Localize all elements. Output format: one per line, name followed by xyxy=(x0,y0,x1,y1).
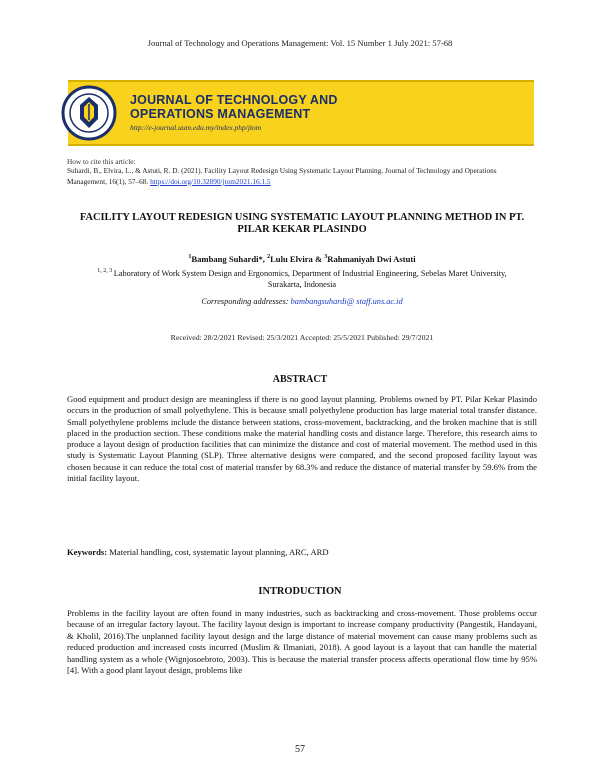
author1-sup: 1 xyxy=(188,254,192,261)
university-crest-icon xyxy=(58,84,120,142)
journal-running-header: Journal of Technology and Operations Management: Vol. 15 Number 1 July 2021: 57-68 xyxy=(147,38,453,48)
doi-link[interactable]: https://doi.org/10.32890/jtom2021.16.1.5 xyxy=(150,176,271,186)
author-1: Bambang Suhardi*, xyxy=(191,254,268,264)
page-number: 57 xyxy=(295,744,305,755)
affiliation xyxy=(90,266,514,290)
keywords-text: Material handling, cost, systematic layout planning, ARC, ARD xyxy=(107,547,329,557)
abstract-heading: ABSTRACT xyxy=(272,374,328,385)
keywords xyxy=(67,547,537,557)
citation-text xyxy=(67,166,537,187)
banner-title-line1: JOURNAL OF TECHNOLOGY AND xyxy=(130,93,338,108)
author2-sup: 2 xyxy=(267,254,271,261)
journal-url[interactable]: http://e-journal.uum.edu.my/index.php/jtom xyxy=(130,122,262,132)
keywords-label: Keywords: xyxy=(67,547,108,557)
citation-body: Suhardi, B., Elvira, L., & Astuti, R. D. (2021). Facility Layout Redesign Using Systematic Layout Planning. Journal of Technology and Operations Management, 16(1), 57–68. xyxy=(67,166,497,186)
publication-dates: Received: 28/2/2021 Revised: 25/3/2021 Accepted: 25/5/2021 Published: 29/7/2021 xyxy=(170,333,434,342)
corresponding-email-link[interactable]: bambangsuhardi@ staff.uns.ac.id xyxy=(290,297,403,306)
affiliation-text: Laboratory of Work System Design and Ergonomics, Department of Industrial Engineering, Sebelas Maret University, Surakarta, Indonesia xyxy=(113,268,507,289)
introduction-body: Problems in the facility layout are often found in many industries, such as backtracking and cross-movement. Those problems occur because of an irregular factory layout. The facility layout design is important to increase company productivity (Pangestik, Handayani, & Kholil, 2016).The unplanned facility layout design and the large distance of material movement can cause many problems such as reduced production and increased costs incurred (Muslim & Ilmaniati, 2018). A good layout is a layout that can handle the material handling system as a whole (Wignjosoebroto, 2003). This is because the material transfer process affects operational flow time by 95% [4]. With a good plant layout design, problems like xyxy=(67,608,537,676)
author-3: Rahmaniyah Dwi Astuti xyxy=(327,254,416,264)
citation-label: How to cite this article: xyxy=(67,157,136,166)
corresponding-address xyxy=(67,297,537,306)
journal-banner xyxy=(68,80,534,146)
banner-text xyxy=(130,94,338,131)
author-2: Lulu Elvira & xyxy=(270,254,325,264)
introduction-heading: INTRODUCTION xyxy=(258,586,342,597)
author3-sup: 3 xyxy=(324,254,328,261)
author-list xyxy=(60,254,544,264)
abstract-body: Good equipment and product design are meaningless if there is no good layout planning. Problems owned by PT. Pilar Kekar Plasindo occurs in the production of small polyethylene. This is because small polyethylene production has large material total transfer distance. Small polyethylene problems include the distance between stations, cross-movement, backtracking, and the broken machine that is still placed in the production section. These conditions make the material handling costs and distance large. Therefore, this research aims to produce a layout design of production facilities that can minimize the distance and cost of material movement. The method used in this study is Systematic Layout Planning (SLP). Three alternative designs were compared, and the second proposed facility layout was chosen because it can reduce the total cost of material transfer by 68.3% and reduce the distance of material transfer by 59.6% from the initial facility layout. xyxy=(67,394,537,484)
banner-title-line2: OPERATIONS MANAGEMENT xyxy=(130,106,311,121)
paper-title: FACILITY LAYOUT REDESIGN USING SYSTEMATIC LAYOUT PLANNING METHOD IN PT. PILAR KEKAR PLASINDO xyxy=(79,212,525,235)
affiliation-sup: 1, 2, 3 xyxy=(97,268,114,274)
corresponding-label: Corresponding addresses: xyxy=(201,297,291,306)
